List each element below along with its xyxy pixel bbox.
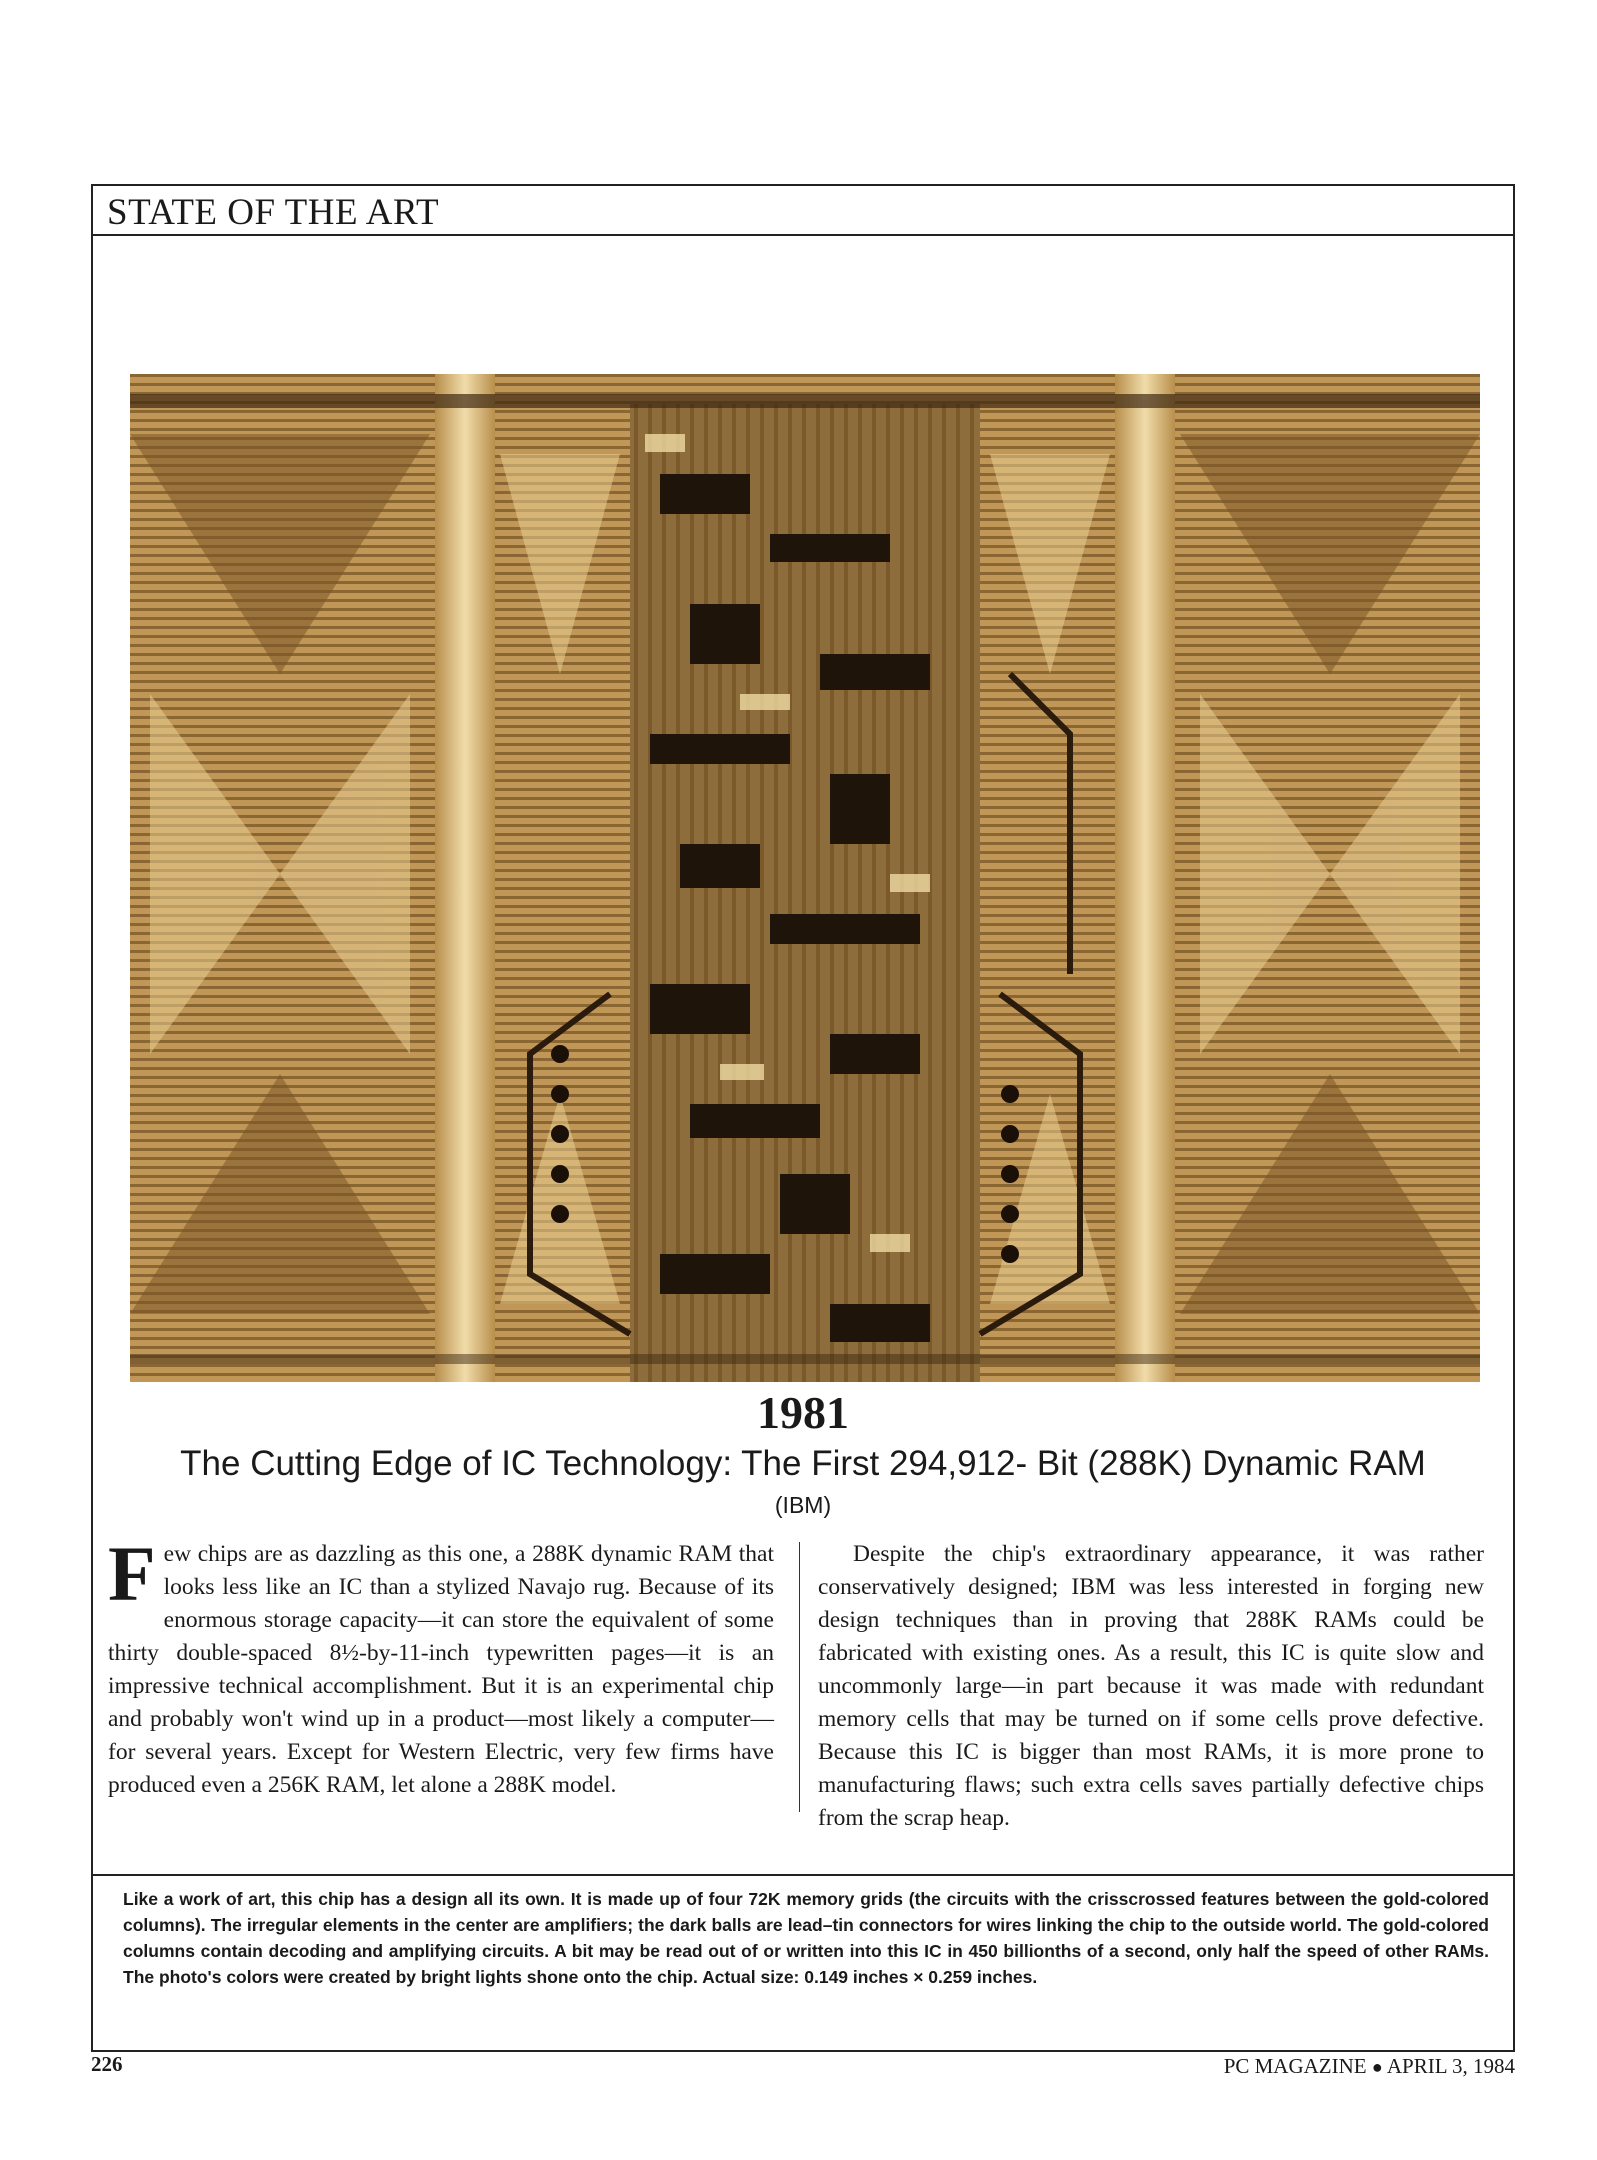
body-column-right: Despite the chip's extraordinary appearance, it was rather conservatively designed; IBM was less interested in forging new design techniques than in proving that 288K RAMs could be fabricated with existing ones. As a result, this IC is quite slow and uncommonly large—in part because it was made with redundant memory cells that may be turned on if some cells prove defective. Because this IC is bigger than most RAMs, it is more prone to manufacturing flaws; such extra cells saves partially defective chips from the scrap heap.: [818, 1541, 1484, 1831]
photo-caption: Like a work of art, this chip has a design all its own. It is made up of four 72K memory grids (the circuits with the crisscrossed features between the gold-colored columns). The irregular elements in the center are amplifiers; the dark balls are lead–tin connectors for wires linking the chip to the outside world. The gold-colored columns contain decoding and amplifying circuits. A bit may be read out of or written into this IC in 450 billionths of a second, only half the speed of other RAMs. The photo's colors were created by bright lights shone onto the chip. Actual size: 0.149 inches × 0.259 inches.: [123, 1889, 1489, 1987]
publication-footer: [1224, 2054, 1515, 2079]
page-number: 226: [91, 2052, 123, 2076]
article-headline: The Cutting Edge of IC Technology: The First 294,912- Bit (288K) Dynamic RAM: [180, 1444, 1426, 1483]
article-frame: [91, 184, 1515, 2052]
section-title: STATE OF THE ART: [107, 192, 440, 233]
body-text-left: ew chips are as dazzling as this one, a 288K dynamic RAM that looks less like an IC than a stylized Navajo rug. Because of its enormous storage capacity—it can store the equivalent of some thirty double-spaced 8½-by-11-inch typewritten pages—it is an impressive technical accomplishment. But it is an experimental chip and probably won't wind up in a product—most likely a computer—for several years. Except for Western Electric, very few firms have produced even a 256K RAM, let alone a 288K model.: [108, 1541, 774, 1798]
chip-die-illustration: [130, 374, 1480, 1382]
issue-date: APRIL 3, 1984: [1386, 2054, 1515, 2078]
column-divider: [799, 1542, 800, 1812]
bullet-separator: ●: [1371, 2057, 1383, 2077]
body-column-left: [108, 1530, 774, 1802]
article-year: 1981: [757, 1387, 849, 1438]
article-source: (IBM): [774, 1492, 832, 1518]
caption-rule: [93, 1874, 1513, 1876]
section-header: [93, 186, 1513, 236]
drop-cap: F: [108, 1530, 156, 1617]
publication-name: PC MAGAZINE: [1223, 2054, 1367, 2078]
chip-die-photo: [130, 374, 1480, 1382]
